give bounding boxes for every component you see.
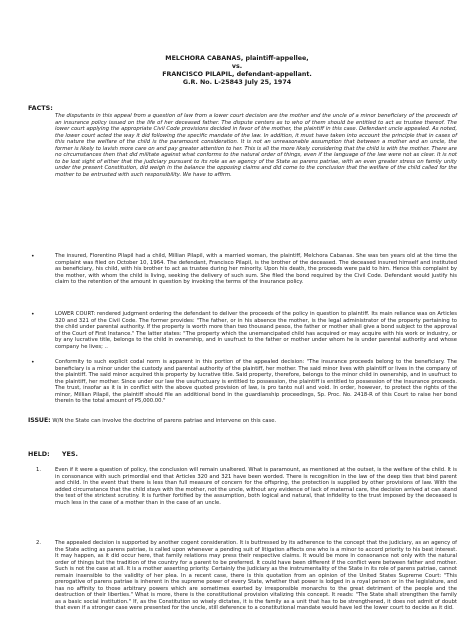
- held-item-2: The appealed decision is supported by another cogent consideration. It is buttressed by its adherence to the concept that the judiciary, as an agency of the State acting as parens patriae, is called upon whenever a pending suit of litigation affects one who is a minor to accord priority to his best interest. It may happen, as it did occur here, that family relations may press their respective claims. It would be more in consonance not only with the natural order of things but the tradition of the country for a parent to be preferred. It could have been different if the conflict were between father and mother. Such is not the case at all. It is a mother asserting priority. Certainly the judiciary as the instrumentality of the State in its role of parens patriae, cannot remain insensible to the validity of her plea. In a recent case, there is this quotation from an opinion of the United States Supreme Court: "This prerogative of parens patriae is inherent in the supreme power of every State, whether that power is lodged in a royal person or in the legislature, and has no affinity to those arbitrary powers which are sometimes exerted by irresponsible monarchs to the great detriment of the people and the destruction of their liberties." What is more, there is the constitutional provision vitalizing this concept. It reads: "The State shall strengthen the family as a basic social institution." If, as the Constitution so wisely dictates, it is the family as a unit that has to be strengthened, it does not admit of doubt that even if a stronger case were presented for the uncle, still deference to a constitutional mandate would have led the lower court to decide as it did.: [55, 540, 457, 612]
- bullet-marker: •: [31, 253, 35, 260]
- bullet-marker: •: [31, 359, 35, 366]
- held-item-number: 1.: [36, 467, 42, 473]
- held-item-number: 2.: [36, 540, 42, 546]
- issue-section: [28, 417, 458, 424]
- facts-bullet-3: Conformity to such explicit codal norm is apparent in this portion of the appealed decision: "The insurance proceeds belong to the beneficiary. The beneficiary is a minor under the custody and parental authority of the plaintiff, her mother. The said minor lives with plaintiff or lives in the company of the plaintiff. The said minor acquired this property by lucrative title. Said property, therefore, belongs to the minor child in ownership, and in usufruct to the plaintiff, her mother. Since under our law the usufructuary is entitled to possession, the plaintiff is entitled to possession of the insurance proceeds. The trust, insofar as it is in conflict with the above quoted provision of law, is pro tanto null and void. In order, however, to protect the rights of the minor, Millian Pilapil, the plaintiff should file an additional bond in the guardianship proceedings, Sp. Proc. No. 2418-R of this Court to raise her bond therein to the total amount of P5,000.00.": [55, 359, 457, 405]
- case-parties-defendant: FRANCISCO PILAPIL, defendant-appellant.: [162, 71, 312, 78]
- issue-heading: ISSUE:: [28, 417, 51, 424]
- bullet-marker: •: [31, 311, 35, 318]
- facts-intro: The disputants in this appeal from a question of law from a lower court decision are the mother and the uncle of a minor beneficiary of the proceeds of an insurance policy issued on the life of her deceased father. The dispute centers as to who of them should be entitled to act as trustee thereof. The lower court applying the appropriate Civil Code provisions decided in favor of the mother, the plaintiff in this case. Defendant uncle appealed. As noted, the lower court acted the way it did following the specific mandate of the law. In addition, it must have taken into account the principle that in cases of this nature the welfare of the child is the paramount consideration. It is not an unreasonable assumption that between a mother and an uncle, the former is likely to lavish more care on and pay greater attention to her. This is all the more likely considering that the child is with the mother. There are no circumstances then that did militate against what conforms to the natural order of things, even if the language of the law were not as clear. It is not to be lost sight of either that the judiciary pursuant to its role as an agency of the State as parens patriae, with an even greater stress on family unity under the present Constitution, did weigh in the balance the opposing claims and did come to the conclusion that the welfare of the child called for the mother to be entrusted with such responsibility. We have to affirm.: [55, 113, 457, 178]
- issue-text: W/N the State can involve the doctrine of parens patriae and intervene on this case.: [52, 418, 277, 424]
- case-parties-plaintiff: MELCHORA CABANAS, plaintiff-appellee,: [165, 55, 309, 62]
- held-item-1: Even if it were a question of policy, the conclusion will remain unaltered. What is paramount, as mentioned at the outset, is the welfare of the child. It is in consonance with such primordial end that Articles 320 and 321 have been worded. There is recognition in the law of the deep ties that bind parent and child. In the event that there is less than full measure of concern for the offspring, the protection is supplied by other provisions of law. With the added circumstance that the child stays with the mother, not the uncle, without any evidence of lack of maternal care, the decision arrived at can stand the test of the strictest scrutiny. It is further fortified by the assumption, both logical and natural, that infidelity to the trust imposed by the deceased is much less in the case of a mother than in the case of an uncle.: [55, 467, 457, 506]
- case-header: [0, 55, 474, 87]
- facts-heading: FACTS:: [28, 104, 53, 112]
- held-answer: YES.: [61, 450, 78, 458]
- facts-bullet-1: The insured, Florentino Pilapil had a child, Millian Pilapil, with a married woman, the plaintiff, Melchora Cabanas. She was ten years old at the time the complaint was filed on October 10, 1964. The defendant, Francisco Pilapil, is the brother of the deceased. The deceased insured himself and instituted as beneficiary, his child, with his brother to act as trustee during her minority. Upon his death, the proceeds were paid to him. Hence this complaint by the mother, with whom the child is living, seeking the delivery of such sum. She filed the bond required by the Civil Code. Defendant would justify his claim to the retention of the amount in question by invoking the terms of the insurance policy.: [55, 253, 457, 286]
- case-number-date: G.R. No. L-25843 July 25, 1974: [182, 79, 292, 86]
- facts-bullet-2: LOWER COURT: rendered judgment ordering the defendant to deliver the proceeds of the policy in question to plaintiff. Its main reliance was on Articles 320 and 321 of the Civil Code. The former provides: "The father, or in his absence the mother, is the legal administrator of the property pertaining to the child under parental authority. If the property is worth more than two thousand pesos, the father or mother shall give a bond subject to the approval of the Court of First Instance." The latter states: "The property which the unemancipated child has acquired or may acquire with his work or industry, or by any lucrative title, belongs to the child in ownership, and in usufruct to the father or mother under whom he is under parental authority and whose company he lives; ..: [55, 311, 457, 350]
- held-heading: HELD:: [28, 450, 50, 458]
- held-section: [28, 450, 78, 458]
- case-versus: vs.: [231, 63, 243, 70]
